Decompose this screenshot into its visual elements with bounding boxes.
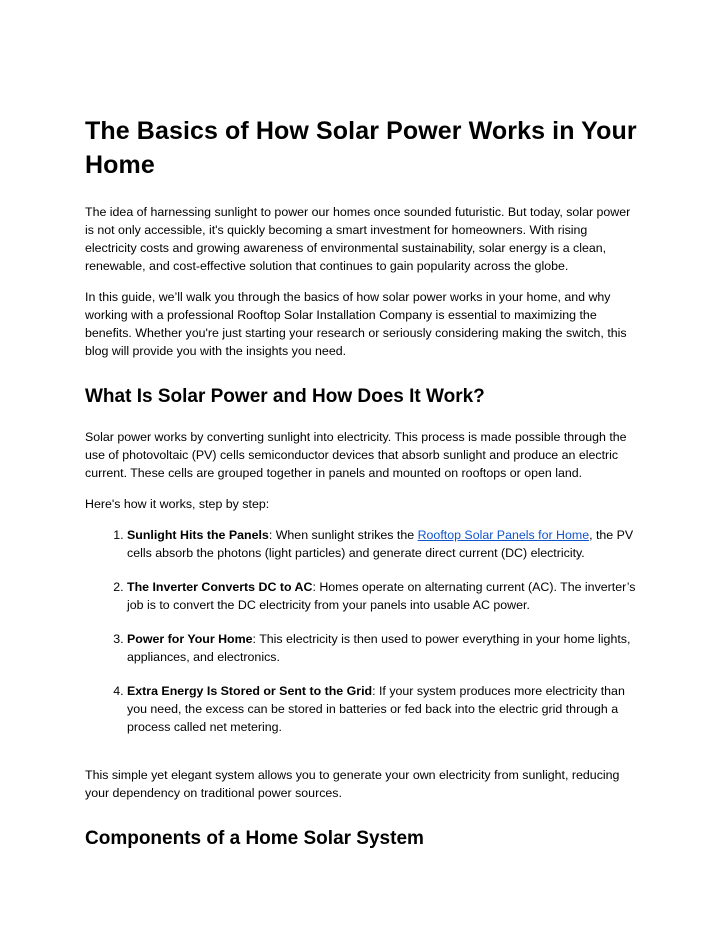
list-item [127,630,640,666]
list-item [127,578,640,614]
step-text: : If your system produces more electricity than you need, the excess can be stored in batteries or fed back into the electric grid through a process called net metering. [127,684,625,734]
section-heading-what-is-solar: What Is Solar Power and How Does It Work? [85,386,485,407]
steps-intro: Here's how it works, step by step: [85,497,270,511]
page-title: The Basics of How Solar Power Works in Your Home [85,117,637,179]
step-term: The Inverter Converts DC to AC [127,580,313,594]
section-heading-components: Components of a Home Solar System [85,828,424,849]
step-term: Power for Your Home [127,632,253,646]
step-text-after: , the PV cells absorb the photons (light particles) and generate direct current (DC) electricity. [127,528,634,560]
intro-paragraph-1: The idea of harnessing sunlight to power our homes once sounded futuristic. But today, solar power is not only accessible, it's quickly becoming a smart investment for homeowners. With rising electricity costs and growing awareness of environmental sustainability, solar energy is a clean, renewable, and cost-effective solution that continues to gain popularity across the globe. [85,205,631,273]
step-term: Sunlight Hits the Panels [127,528,269,542]
step-term: Extra Energy Is Stored or Sent to the Grid [127,684,373,698]
intro-paragraph-2: In this guide, we’ll walk you through the basics of how solar power works in your home, and why working with a professional Rooftop Solar Installation Company is essential to maximizing the benefits. Whether you're just starting your research or seriously considering making the switch, this blog will provide you with the insights you need. [85,290,627,358]
list-item [127,526,640,562]
step-text: : When sunlight strikes the [268,528,418,542]
steps-list [85,526,640,736]
step-text: : This electricity is then used to power everything in your home lights, appliances, and electronics. [127,632,631,664]
step-text: : Homes operate on alternating current (AC). The inverter’s job is to convert the DC electricity from your panels into usable AC power. [127,580,636,612]
rooftop-solar-panels-link[interactable]: Rooftop Solar Panels for Home [417,528,590,542]
document-page [85,114,640,870]
list-item [127,682,640,736]
section-paragraph: Solar power works by converting sunlight into electricity. This process is made possible through the use of photovoltaic (PV) cells semiconductor devices that absorb sunlight and produce an electric current. These cells are grouped together in panels and mounted on rooftops or open land. [85,430,627,480]
conclusion-paragraph: This simple yet elegant system allows you to generate your own electricity from sunlight, reducing your dependency on traditional power sources. [85,768,620,800]
